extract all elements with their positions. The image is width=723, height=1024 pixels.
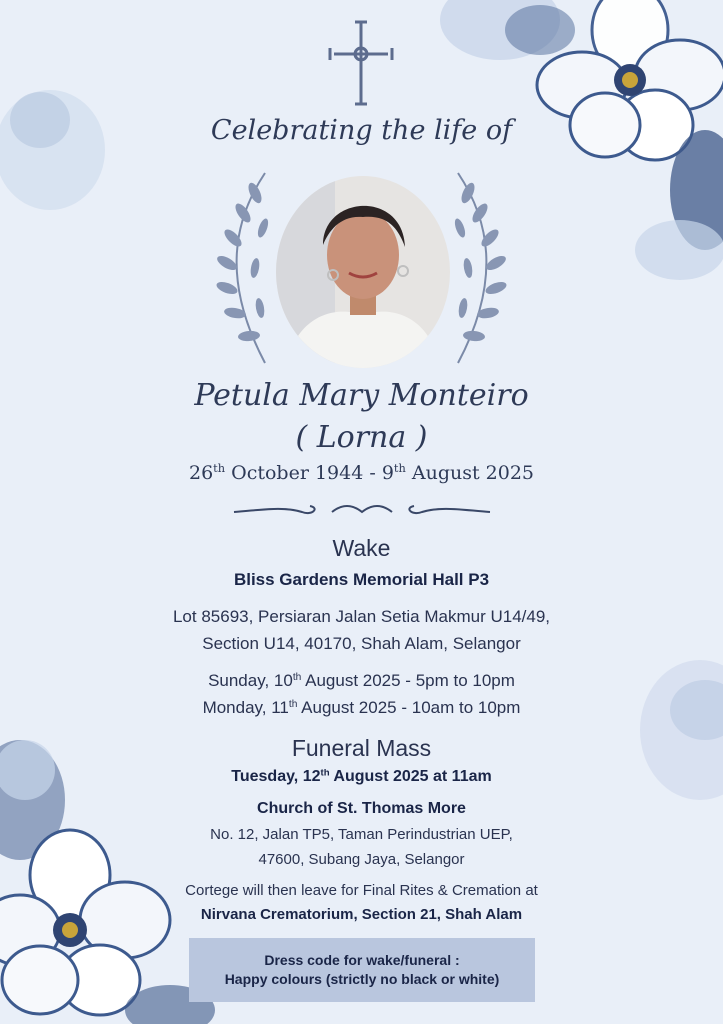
wake-day1: Sunday, 10th August 2025 - 5pm to 10pm [208, 671, 515, 690]
portrait-photo [275, 175, 451, 370]
dress-code-line1: Dress code for wake/funeral : [264, 952, 460, 968]
divider-flourish [232, 500, 492, 524]
mass-address-line1: No. 12, Jalan TP5, Taman Perindustrian UEP, [210, 826, 513, 843]
mass-date: Tuesday, 12th August 2025 at 11am [231, 767, 492, 785]
deceased-name: Petula Mary Monteiro [194, 378, 529, 413]
mass-address-line2: 47600, Subang Jaya, Selangor [258, 851, 465, 868]
wake-day2: Monday, 11th August 2025 - 10am to 10pm [202, 698, 521, 717]
mass-heading: Funeral Mass [291, 735, 432, 761]
life-dates: 26th October 1944 - 9th August 2025 [188, 461, 535, 484]
cortege-line1: Cortege will then leave for Final Rites & Cremation at [185, 882, 538, 899]
wake-venue: Bliss Gardens Memorial Hall P3 [233, 570, 490, 589]
laurel-left-decoration [205, 168, 285, 368]
wake-heading: Wake [332, 535, 391, 561]
cortege-line2: Nirvana Crematorium, Section 21, Shah Alam [200, 906, 523, 923]
dress-code-line2: Happy colours (strictly no black or white) [224, 971, 500, 987]
wake-address-line2: Section U14, 40170, Shah Alam, Selangor [202, 634, 521, 653]
celebrating-heading: Celebrating the life of [210, 115, 513, 146]
wake-address-line1: Lot 85693, Persiaran Jalan Setia Makmur U14/49, [172, 607, 551, 626]
dress-code-box [189, 938, 535, 1002]
mass-church: Church of St. Thomas More [257, 800, 466, 817]
deceased-nickname: ( Lorna ) [295, 420, 428, 455]
cross-icon [328, 18, 394, 108]
